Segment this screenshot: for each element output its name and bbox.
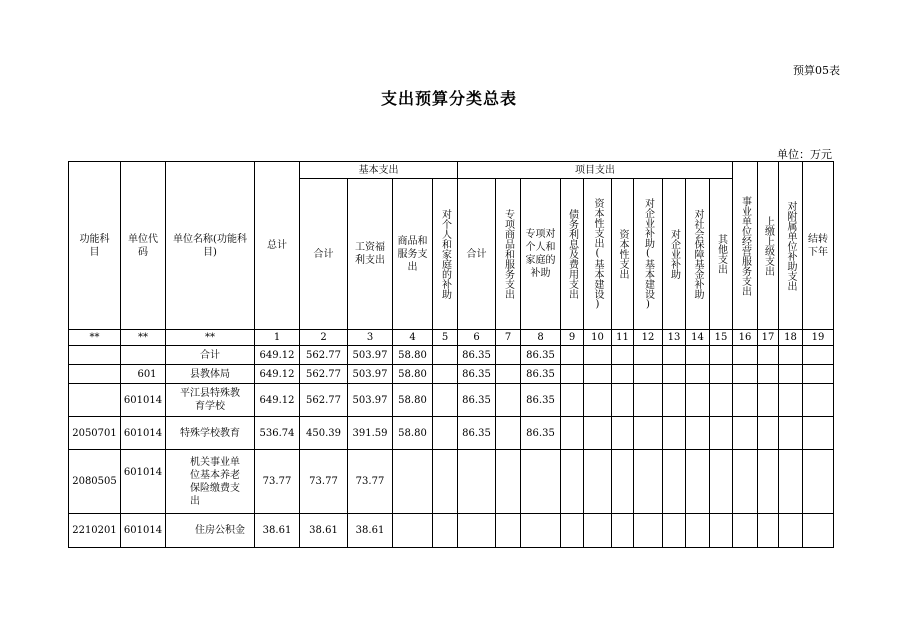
header-unit-code: 单位代码 (121, 162, 166, 330)
header-basic-total: 合计 (300, 179, 348, 330)
index-cell: 11 (612, 330, 634, 346)
basic-total-cell: 562.77 (300, 384, 348, 417)
index-cell: 6 (458, 330, 496, 346)
name-cell: 平江县特殊教育学校 (166, 384, 255, 417)
func-cell (69, 365, 121, 384)
total-cell: 536.74 (255, 417, 300, 450)
header-basic-group: 基本支出 (300, 162, 458, 179)
total-cell: 649.12 (255, 365, 300, 384)
proj-total-cell (458, 450, 496, 514)
code-cell: 601014 (121, 384, 166, 417)
func-cell: 2080505 (69, 450, 121, 514)
table-row (69, 450, 834, 514)
wage-cell: 73.77 (348, 450, 393, 514)
index-cell: 16 (733, 330, 758, 346)
header-proj-ent (663, 179, 686, 330)
func-cell: 2050701 (69, 417, 121, 450)
table-row (69, 384, 834, 417)
header-proj-ent-base (634, 179, 663, 330)
header-inst-business-text: 事业单位经营服务支出 (739, 195, 751, 296)
code-cell: 601014 (121, 450, 166, 514)
header-proj-goods (496, 179, 521, 330)
func-cell: 2210201 (69, 514, 121, 548)
table-row (69, 514, 834, 548)
table-row (69, 417, 834, 450)
proj-personal-cell: 86.35 (521, 346, 561, 365)
header-proj-social-text: 对社会保障基金补助 (692, 209, 703, 299)
basic-total-cell: 562.77 (300, 365, 348, 384)
index-cell: 17 (758, 330, 779, 346)
wage-cell: 38.61 (348, 514, 393, 548)
header-basic-personal (433, 179, 458, 330)
index-cell: ** (166, 330, 255, 346)
budget-table (68, 161, 834, 548)
header-proj-capital-base-text: 资本性支出(基本建设) (592, 198, 603, 310)
index-cell: ** (121, 330, 166, 346)
page-title: 支出预算分类总表 (380, 89, 517, 108)
goods-cell: 58.80 (393, 365, 433, 384)
header-basic-personal-text: 对个人和家庭的补助 (439, 209, 451, 299)
code-cell (121, 346, 166, 365)
header-affiliated-text: 对附属单位补助支出 (785, 200, 796, 291)
index-cell: 2 (300, 330, 348, 346)
header-proj-total: 合计 (458, 179, 496, 330)
header-proj-debt (561, 179, 584, 330)
index-cell: 15 (710, 330, 733, 346)
wage-cell: 503.97 (348, 346, 393, 365)
header-proj-capital-base (584, 179, 612, 330)
proj-personal-cell: 86.35 (521, 365, 561, 384)
header-project-group: 项目支出 (458, 162, 733, 179)
index-cell: 12 (634, 330, 663, 346)
header-proj-goods-text: 专项商品和服务支出 (502, 209, 514, 299)
header-proj-debt-text: 债务利息及费用支出 (566, 209, 578, 299)
code-cell: 601014 (121, 417, 166, 450)
basic-total-cell: 562.77 (300, 346, 348, 365)
header-proj-capital (612, 179, 634, 330)
name-cell: 合计 (166, 346, 255, 365)
wage-cell: 503.97 (348, 384, 393, 417)
proj-personal-cell: 86.35 (521, 417, 561, 450)
proj-personal-cell: 86.35 (521, 384, 561, 417)
index-cell: 4 (393, 330, 433, 346)
basic-total-cell: 450.39 (300, 417, 348, 450)
total-cell: 38.61 (255, 514, 300, 548)
name-cell: 特殊学校教育 (166, 417, 255, 450)
header-proj-other (710, 179, 733, 330)
proj-total-cell (458, 514, 496, 548)
index-cell: 14 (686, 330, 710, 346)
proj-total-cell: 86.35 (458, 346, 496, 365)
code-cell: 601014 (121, 514, 166, 548)
header-proj-personal: 专项对个人和家庭的补助 (521, 179, 561, 330)
name-cell: 县教体局 (166, 365, 255, 384)
header-total: 总计 (255, 162, 300, 330)
index-cell: 10 (584, 330, 612, 346)
header-basic-goods: 商品和服务支出 (393, 179, 433, 330)
unit-label: 单位：万元 (777, 148, 832, 161)
proj-total-cell: 86.35 (458, 365, 496, 384)
goods-cell (393, 450, 433, 514)
total-cell: 649.12 (255, 346, 300, 365)
proj-total-cell: 86.35 (458, 417, 496, 450)
header-proj-social (686, 179, 710, 330)
basic-total-cell: 38.61 (300, 514, 348, 548)
name-cell: 住房公积金 (166, 514, 255, 548)
proj-total-cell: 86.35 (458, 384, 496, 417)
header-func-subject: 功能科目 (69, 162, 121, 330)
header-unit-name: 单位名称(功能科目) (166, 162, 255, 330)
code-cell: 601 (121, 365, 166, 384)
header-superior (758, 162, 779, 330)
header-proj-capital-text: 资本性支出 (617, 229, 628, 279)
name-cell: 机关事业单位基本养老保险缴费支出 (166, 450, 255, 514)
proj-personal-cell (521, 450, 561, 514)
table-row (69, 365, 834, 384)
func-cell (69, 346, 121, 365)
index-cell: 18 (779, 330, 803, 346)
index-cell: 3 (348, 330, 393, 346)
total-cell: 649.12 (255, 384, 300, 417)
goods-cell: 58.80 (393, 384, 433, 417)
index-cell: 8 (521, 330, 561, 346)
index-cell: 7 (496, 330, 521, 346)
header-affiliated (779, 162, 803, 330)
header-proj-other-text: 其他支出 (715, 234, 727, 274)
header-carry: 结转下年 (803, 162, 834, 330)
index-cell: 5 (433, 330, 458, 346)
goods-cell: 58.80 (393, 417, 433, 450)
index-cell: 19 (803, 330, 834, 346)
header-proj-ent-base-text: 对企业补助(基本建设) (642, 198, 654, 310)
index-cell: 13 (663, 330, 686, 346)
table-row (69, 346, 834, 365)
goods-cell (393, 514, 433, 548)
header-basic-wage: 工资福利支出 (348, 179, 393, 330)
index-cell: 9 (561, 330, 584, 346)
form-number: 预算05表 (793, 64, 840, 77)
header-inst-business (733, 162, 758, 330)
wage-cell: 503.97 (348, 365, 393, 384)
header-proj-ent-text: 对企业补助 (668, 229, 680, 279)
index-cell: ** (69, 330, 121, 346)
goods-cell: 58.80 (393, 346, 433, 365)
header-superior-text: 上缴上级支出 (762, 215, 774, 276)
func-cell (69, 384, 121, 417)
total-cell: 73.77 (255, 450, 300, 514)
index-cell: 1 (255, 330, 300, 346)
proj-personal-cell (521, 514, 561, 548)
wage-cell: 391.59 (348, 417, 393, 450)
basic-total-cell: 73.77 (300, 450, 348, 514)
